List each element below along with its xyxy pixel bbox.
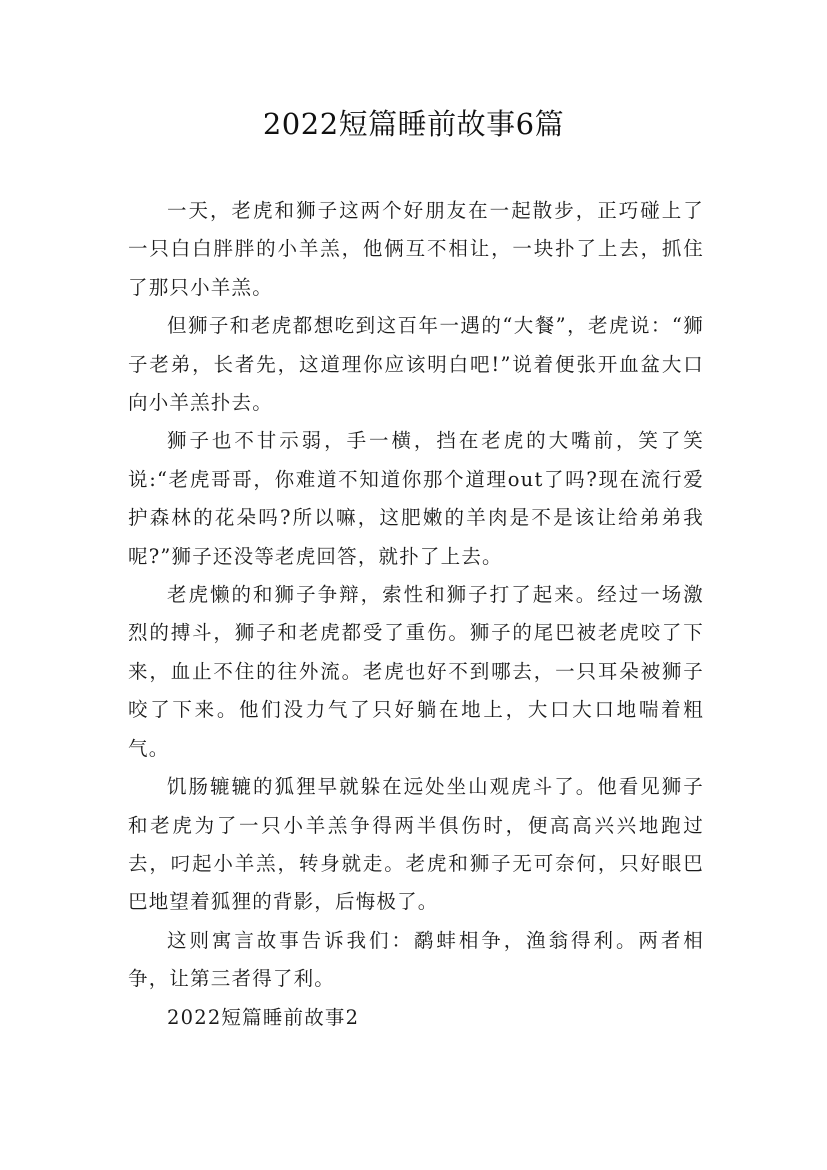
paragraph-5: 饥肠辘辘的狐狸早就躲在远处坐山观虎斗了。他看见狮子和老虎为了一只小羊羔争得两半俱伤时，便高高兴兴地跑过去，叼起小羊羔，转身就走。老虎和狮子无可奈何，只好眼巴巴地望着狐狸的背影，后悔极了。 xyxy=(128,775,704,914)
paragraph-3: 狮子也不甘示弱，手一横，挡在老虎的大嘴前，笑了笑说:“老虎哥哥，你难道不知道你那个道理out了吗?现在流行爱护森林的花朵吗?所以嘛，这肥嫩的羊肉是不是该让给弟弟我呢?”狮子还没等老虎回答，就扑了上去。 xyxy=(128,429,704,568)
paragraph-1: 一天，老虎和狮子这两个好朋友在一起散步，正巧碰上了一只白白胖胖的小羊羔，他俩互不相让，一块扑了上去，抓住了那只小羊羔。 xyxy=(128,199,704,299)
paragraph-2: 但狮子和老虎都想吃到这百年一遇的“大餐”，老虎说：“狮子老弟，长者先，这道理你应该明白吧!”说着便张开血盆大口向小羊羔扑去。 xyxy=(128,314,704,415)
paragraph-4: 老虎懒的和狮子争辩，索性和狮子打了起来。经过一场激烈的搏斗，狮子和老虎都受了重伤。狮子的尾巴被老虎咬了下来，血止不住的往外流。老虎也好不到哪去，一只耳朵被狮子咬了下来。他们没力气了只好躺在地上，大口大口地喘着粗气。 xyxy=(128,583,704,760)
document-title: 2022短篇睡前故事6篇 xyxy=(262,107,565,141)
section-heading-story-2: 2022短篇睡前故事2 xyxy=(167,1005,360,1029)
paragraph-6: 这则寓言故事告诉我们：鹬蚌相争，渔翁得利。两者相争，让第三者得了利。 xyxy=(128,928,704,991)
document-body xyxy=(128,192,704,1037)
